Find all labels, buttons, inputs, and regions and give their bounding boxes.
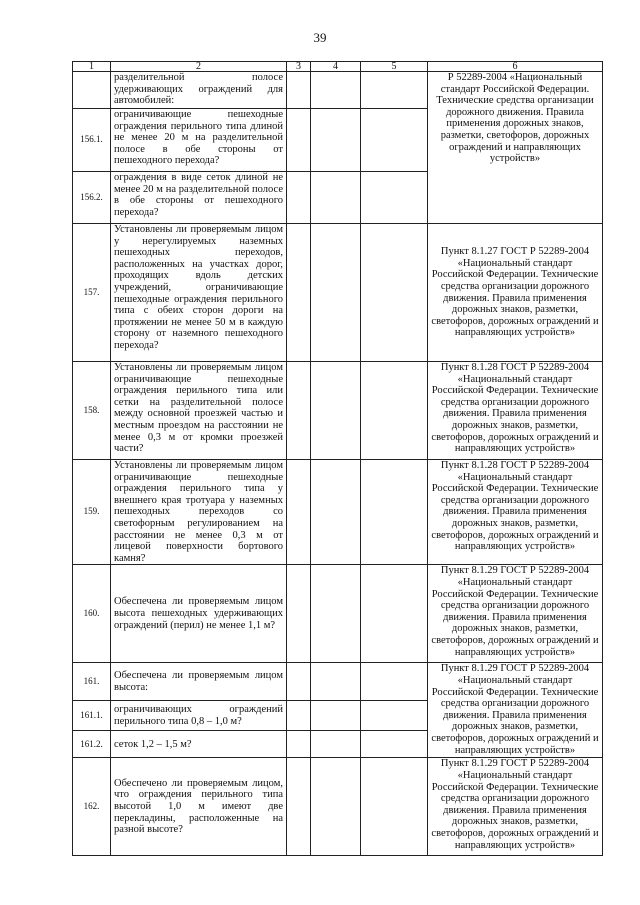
table-row <box>73 460 603 565</box>
answer-cell[interactable] <box>361 565 428 663</box>
answer-cell[interactable] <box>287 565 311 663</box>
row-question: сеток 1,2 – 1,5 м? <box>111 731 287 758</box>
answer-cell[interactable] <box>287 663 311 701</box>
row-reference: Пункт 8.1.27 ГОСТ Р 52289-2004 «Национальный стандарт Российской Федерации. Технические средства организации дорожного движения. Правила применения дорожных знаков, разметки, светофоров, дорожных ограждений и направляющих устройств» <box>428 224 603 362</box>
header-cell: 2 <box>111 62 287 72</box>
answer-cell[interactable] <box>311 731 361 758</box>
answer-cell[interactable] <box>361 72 428 109</box>
answer-cell[interactable] <box>311 72 361 109</box>
answer-cell[interactable] <box>287 758 311 856</box>
answer-cell[interactable] <box>311 701 361 731</box>
header-cell: 3 <box>287 62 311 72</box>
row-number: 161. <box>73 663 111 701</box>
answer-cell[interactable] <box>361 109 428 172</box>
table-row <box>73 72 603 109</box>
row-number: 157. <box>73 224 111 362</box>
table-row <box>73 565 603 663</box>
row-question: Установлены ли проверяемым лицом у нерегулируемых наземных пешеходных переходов, расположенных на участках дорог, проходящих вдоль детских учреждений, ограничивающие пешеходные ограждения перильного типа с обеих сторон дороги на протяжении не менее 50 м в каждую сторону от наземного пешеходного перехода? <box>111 224 287 362</box>
header-cell: 1 <box>73 62 111 72</box>
row-number <box>73 72 111 109</box>
row-question: ограждения в виде сеток длиной не менее 20 м на разделительной полосе в обе стороны от пешеходного перехода? <box>111 172 287 224</box>
header-cell: 6 <box>428 62 603 72</box>
answer-cell[interactable] <box>311 362 361 460</box>
row-question: Обеспечена ли проверяемым лицом высота: <box>111 663 287 701</box>
answer-cell[interactable] <box>287 731 311 758</box>
row-reference: Пункт 8.1.28 ГОСТ Р 52289-2004 «Национальный стандарт Российской Федерации. Технические средства организации дорожного движения. Правила применения дорожных знаков, разметки, светофоров, дорожных ограждений и направляющих устройств» <box>428 460 603 565</box>
row-number: 156.2. <box>73 172 111 224</box>
answer-cell[interactable] <box>287 224 311 362</box>
row-question: Установлены ли проверяемым лицом ограничивающие пешеходные ограждения перильного типа или сетки на разделительной полосе между основной проезжей частью и местным проездом на расстоянии не менее 0,3 м от кромки проезжей части? <box>111 362 287 460</box>
table-row <box>73 224 603 362</box>
page-number: 39 <box>313 30 327 45</box>
answer-cell[interactable] <box>361 758 428 856</box>
row-reference: Пункт 8.1.29 ГОСТ Р 52289-2004 «Национальный стандарт Российской Федерации. Технические средства организации дорожного движения. Правила применения дорожных знаков, разметки, светофоров, дорожных ограждений и направляющих устройств» <box>428 663 603 758</box>
header-cell: 4 <box>311 62 361 72</box>
row-number: 161.2. <box>73 731 111 758</box>
table-row <box>73 663 603 701</box>
answer-cell[interactable] <box>287 362 311 460</box>
row-question: ограничивающие пешеходные ограждения перильного типа длиной не менее 20 м на разделительной полосе в обе стороны от пешеходного перехода? <box>111 109 287 172</box>
row-reference: Пункт 8.1.29 ГОСТ Р 52289-2004 «Национальный стандарт Российской Федерации. Технические средства организации дорожного движения. Правила применения дорожных знаков, разметки, светофоров, дорожных ограждений и направляющих устройств» <box>428 758 603 856</box>
row-number: 162. <box>73 758 111 856</box>
row-number: 161.1. <box>73 701 111 731</box>
row-number: 159. <box>73 460 111 565</box>
answer-cell[interactable] <box>311 758 361 856</box>
answer-cell[interactable] <box>287 460 311 565</box>
answer-cell[interactable] <box>361 701 428 731</box>
row-reference: Пункт 8.1.28 ГОСТ Р 52289-2004 «Национальный стандарт Российской Федерации. Технические средства организации дорожного движения. Правила применения дорожных знаков, разметки, светофоров, дорожных ограждений и направляющих устройств» <box>428 362 603 460</box>
checklist-table <box>72 61 603 856</box>
row-question: Обеспечено ли проверяемым лицом, что ограждения перильного типа высотой 1,0 м имеют две перекладины, расположенные на разной высоте? <box>111 758 287 856</box>
answer-cell[interactable] <box>311 460 361 565</box>
answer-cell[interactable] <box>287 109 311 172</box>
row-question: разделительной полосе удерживающих ограждений для автомобилей: <box>111 72 287 109</box>
answer-cell[interactable] <box>361 731 428 758</box>
row-reference: Пункт 8.1.29 ГОСТ Р 52289-2004 «Национальный стандарт Российской Федерации. Технические средства организации дорожного движения. Правила применения дорожных знаков, разметки, светофоров, дорожных ограждений и направляющих устройств» <box>428 565 603 663</box>
answer-cell[interactable] <box>361 663 428 701</box>
answer-cell[interactable] <box>311 224 361 362</box>
answer-cell[interactable] <box>311 663 361 701</box>
answer-cell[interactable] <box>361 172 428 224</box>
table-header-row <box>73 62 603 72</box>
row-question: Обеспечена ли проверяемым лицом высота пешеходных удерживающих ограждений (перил) не менее 1,1 м? <box>111 565 287 663</box>
row-number: 156.1. <box>73 109 111 172</box>
row-question: Установлены ли проверяемым лицом ограничивающие пешеходные ограждения перильного типа у внешнего края тротуара у наземных пешеходных переходов со светофорным регулированием на расстоянии не менее 0,3 м от лицевой поверхности бортового камня? <box>111 460 287 565</box>
row-number: 160. <box>73 565 111 663</box>
answer-cell[interactable] <box>361 224 428 362</box>
table-row <box>73 758 603 856</box>
row-reference: Р 52289-2004 «Национальный стандарт Российской Федерации. Технические средства организации дорожного движения. Правила применения дорожных знаков, разметки, светофоров, дорожных ограждений и направляющих устройств» <box>428 72 603 224</box>
answer-cell[interactable] <box>311 172 361 224</box>
answer-cell[interactable] <box>311 565 361 663</box>
answer-cell[interactable] <box>287 701 311 731</box>
row-question: ограничивающих ограждений перильного типа 0,8 – 1,0 м? <box>111 701 287 731</box>
answer-cell[interactable] <box>361 460 428 565</box>
answer-cell[interactable] <box>361 362 428 460</box>
row-number: 158. <box>73 362 111 460</box>
answer-cell[interactable] <box>287 172 311 224</box>
answer-cell[interactable] <box>287 72 311 109</box>
table-row <box>73 362 603 460</box>
answer-cell[interactable] <box>311 109 361 172</box>
header-cell: 5 <box>361 62 428 72</box>
